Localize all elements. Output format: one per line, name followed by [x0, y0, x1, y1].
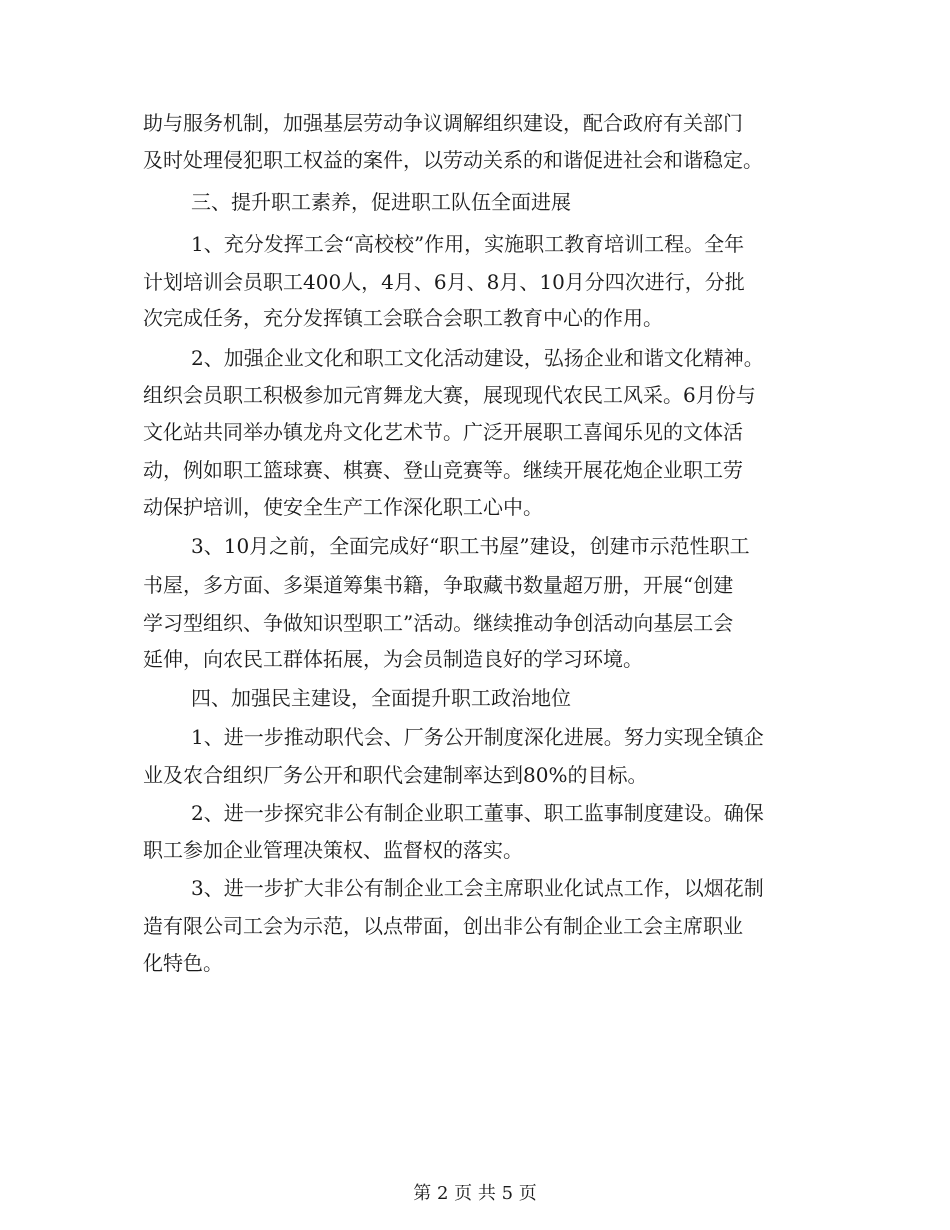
- text-line: 职工参加企业管理决策权、监督权的落实。: [143, 838, 523, 862]
- text-line: 延伸，向农民工群体拓展，为会员制造良好的学习环境。: [143, 647, 643, 671]
- text-line: 2、进一步探究非公有制企业职工董事、职工监事制度建设。确保: [191, 801, 764, 825]
- text-line: 次完成任务，充分发挥镇工会联合会职工教育中心的作用。: [143, 306, 663, 330]
- text-line: 2、加强企业文化和职工文化活动建设，弘扬企业和谐文化精神。: [191, 346, 764, 370]
- text-line: 计划培训会员职工400人，4月、6月、8月、10月分四次进行，分批: [143, 270, 745, 294]
- text-line: 业及农合组织厂务公开和职代会建制率达到80%的目标。: [143, 763, 648, 787]
- text-line: 1、充分发挥工会“高校校”作用，实施职工教育培训工程。全年: [191, 232, 745, 256]
- text-line: 3、进一步扩大非公有制企业工会主席职业化试点工作，以烟花制: [191, 876, 764, 900]
- text-line: 化特色。: [143, 951, 223, 975]
- text-line: 及时处理侵犯职工权益的案件，以劳动关系的和谐促进社会和谐稳定。: [143, 148, 763, 172]
- text-line: 1、进一步推动职代会、厂务公开制度深化进展。努力实现全镇企: [191, 725, 764, 749]
- text-line: 文化站共同举办镇龙舟文化艺术节。广泛开展职工喜闻乐见的文体活: [143, 420, 743, 444]
- section-heading: 四、加强民主建设，全面提升职工政治地位: [191, 686, 571, 710]
- text-line: 书屋，多方面、多渠道筹集书籍，争取藏书数量超万册，开展“创建: [143, 573, 734, 597]
- text-line: 助与服务机制，加强基层劳动争议调解组织建设，配合政府有关部门: [143, 111, 743, 135]
- text-line: 造有限公司工会为示范，以点带面，创出非公有制企业工会主席职业: [143, 914, 743, 938]
- text-line: 组织会员职工积极参加元宵舞龙大赛，展现现代农民工风采。6月份与: [143, 383, 756, 407]
- page-number-footer: 第 2 页 共 5 页: [413, 1183, 537, 1204]
- section-heading: 三、提升职工素养，促进职工队伍全面进展: [191, 190, 571, 214]
- text-line: 动，例如职工篮球赛、棋赛、登山竞赛等。继续开展花炮企业职工劳: [143, 458, 743, 482]
- text-line: 3、10月之前，全面完成好“职工书屋”建设，创建市示范性职工: [191, 534, 750, 558]
- text-line: 动保护培训，使安全生产工作深化职工心中。: [143, 495, 543, 519]
- text-line: 学习型组织、争做知识型职工”活动。继续推动争创活动向基层工会: [143, 611, 734, 635]
